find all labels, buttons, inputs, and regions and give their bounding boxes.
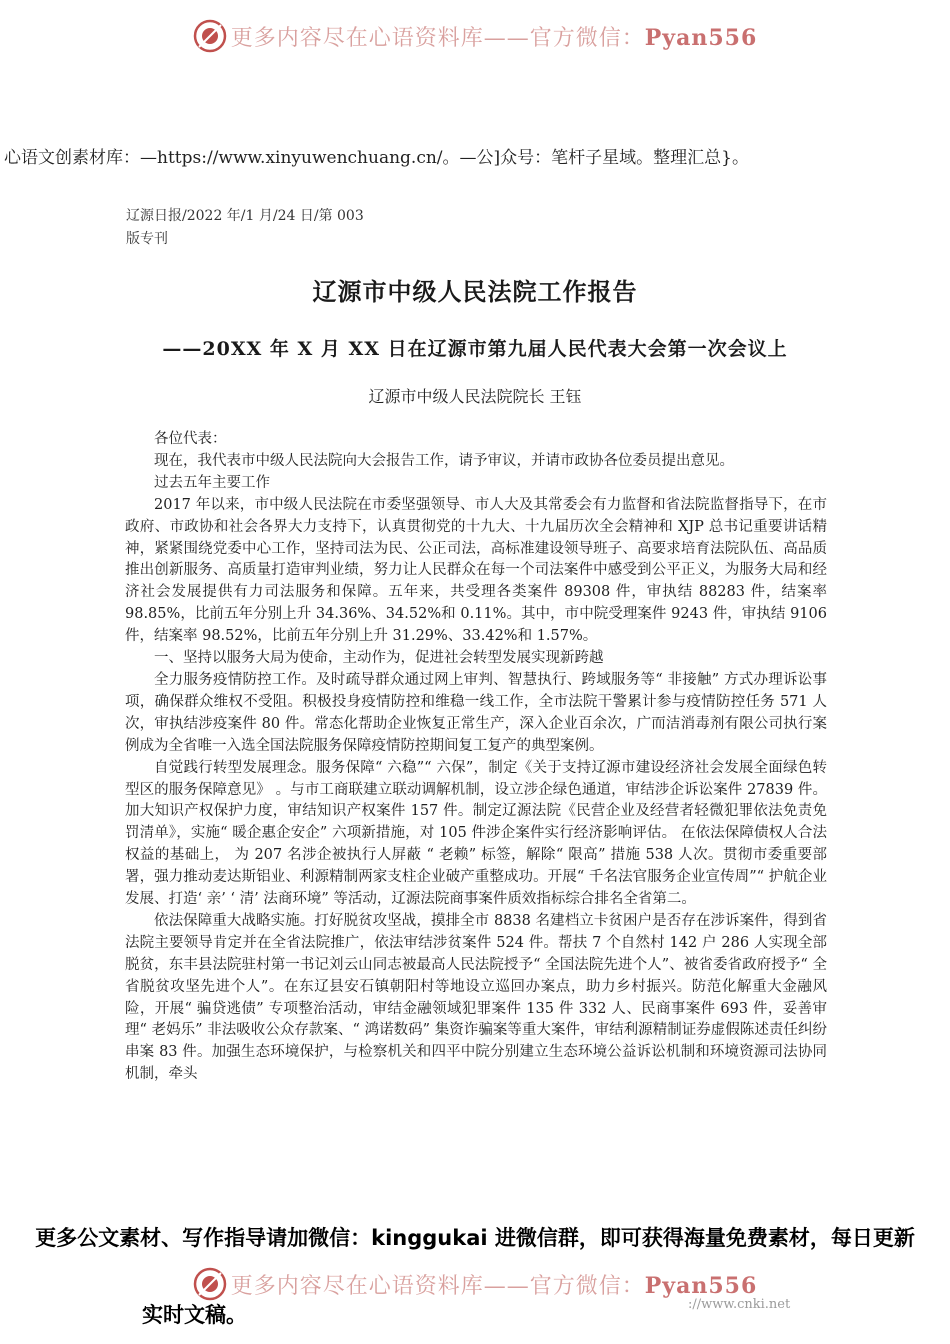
paragraph: 全力服务疫情防控工作。及时疏导群众通过网上审判、智慧执行、跨域服务等“ 非接触” 方式办理诉讼事项，确保群众维权不受阻。积极投身疫情防控和维稳一线工作，全市法院干警累计参与疫情防控任务 571 人次，审执结涉疫案件 80 件。常态化帮助企业恢复正常生产，深入企业百余次，广而洁消毒剂有限公司执行案例成为全省唯一入选全国法院服务保障疫情防控期间复工复产的典型案例。 [125, 671, 827, 754]
paragraph: 依法保障重大战略实施。打好脱贫攻坚战，摸排全市 8838 名建档立卡贫困户是否存在涉诉案件，得到省法院主要领导肯定并在全省法院推广，依法审结涉贫案件 524 件。帮扶 7 个自然村 142 户 286 人实现全部脱贫，东丰县法院驻村第一书记刘云山同志被最高人民法院授予“ 全国法院先进个人”、被省委省政府授予“ 全省脱贫攻坚先进个人”。在东辽县安石镇朝阳村等地设立巡回办案点，助力乡村振兴。防范化解重大金融风险，开展“ 骗贷逃债” 专项整治活动，审结金融领域犯罪案件 135 件 332 人、民商事案件 693 件，妥善审理“ 老妈乐” 非法吸收公众存款案、“ 鸿诺数码” 集资诈骗案等重大案件，审结利源精制证券虚假陈述责任纠纷串案 83 件。加强生态环境保护，与检察机关和四平中院分别建立生态环境公益诉讼机制和环境资源司法协同机制，牵头 [125, 912, 827, 1083]
emblem-logo-icon [193, 19, 227, 53]
paragraph: 2017 年以来，市中级人民法院在市委坚强领导、市人大及其常委会有力监督和省法院监督指导下，在市政府、市政协和社会各界大力支持下，认真贯彻党的十九大、十九届历次全会精神和 XJP 总书记重要讲话精神，紧紧围绕党委中心工作，坚持司法为民、公正司法，高标准建设领导班子、高要求培育法院队伍、高品质推出创新服务、高质量打造审判业绩，努力让人民群众在每一个司法案件中感受到公平正义，为服务大局和经济社会发展提供有力司法服务和保障。五年来，共受理各类案件 89308 件，审执结 88283 件，结案率 98.85%，比前五年分别上升 34.36%、34.52%和 0.11%。其中，市中院受理案件 9243 件，审执结 9106 件，结案率 98.52%，比前五年分别上升 31.29%、33.42%和 1.57%。 [125, 496, 827, 645]
document-body [125, 429, 827, 1086]
emblem-logo-icon [193, 1267, 227, 1301]
document-title: 辽源市中级人民法院工作报告 [312, 277, 638, 306]
publication-meta: 辽源日报/2022 年/1 月/24 日/第 003 版专刊 [126, 208, 364, 247]
banner-slogan: 更多内容尽在心语资料库——官方微信： [230, 1273, 645, 1299]
banner-text [231, 1269, 758, 1300]
paragraph: 自觉践行转型发展理念。服务保障“ 六稳”“ 六保”，制定《关于支持辽源市建设经济社会发展全面绿色转型区的服务保障意见》 。与市工商联建立联动调解机制，设立涉企绿色通道，审结涉企诉讼案件 27839 件。加大知识产权保护力度，审结知识产权案件 157 件。制定辽源法院《民营企业及经营者轻微犯罪依法免责免罚清单》，实施“ 暖企惠企安企” 六项新措施，对 105 件涉企案件实行经济影响评估。 在依法保障债权人合法权益的基础上， 为 207 名涉企被执行人屏蔽 “ 老赖” 标签，解除“ 限高” 措施 538 人次。贯彻市委重要部署，强力推动麦达斯铝业、利源精制两家支柱企业破产重整成功。开展“ 千名法官服务企业宣传周”“ 护航企业发展、打造‘ 亲’ ‘ 清’ 法商环境” 等活动，辽源法院商事案件质效指标综合排名全省第二。 [125, 759, 827, 908]
paragraph: 过去五年主要工作 [154, 474, 270, 491]
banner-brand: Pyan556 [644, 24, 758, 51]
footer-ad: 更多公文素材、写作指导请加微信：kinggukai 进微信群，即可获得海量免费素材，每日更新 [35, 1226, 915, 1250]
paragraph: 一、坚持以服务大局为使命，主动作为，促进社会转型发展实现新跨越 [154, 650, 604, 667]
watermark-url: ://www.cnki.net [688, 1297, 791, 1312]
paragraph: 现在，我代表市中级人民法院向大会报告工作，请予审议，并请市政协各位委员提出意见。 [154, 452, 734, 469]
banner-slogan: 更多内容尽在心语资料库——官方微信： [230, 25, 645, 51]
footer-ad-continued: 实时文稿。 [142, 1303, 247, 1327]
top-banner [0, 14, 950, 58]
document-author: 辽源市中级人民法院院长 王钰 [368, 387, 582, 406]
banner-brand: Pyan556 [644, 1272, 758, 1299]
source-line: 心语文创素材库：—https://www.xinyuwenchuang.cn/。—公]众号：笔杆子星域。整理汇总}。 [4, 148, 749, 168]
document-subtitle: ——20XX 年 X 月 XX 日在辽源市第九届人民代表大会第一次会议上 [162, 338, 788, 360]
paragraph: 各位代表： [154, 431, 227, 447]
banner-text [231, 21, 758, 52]
